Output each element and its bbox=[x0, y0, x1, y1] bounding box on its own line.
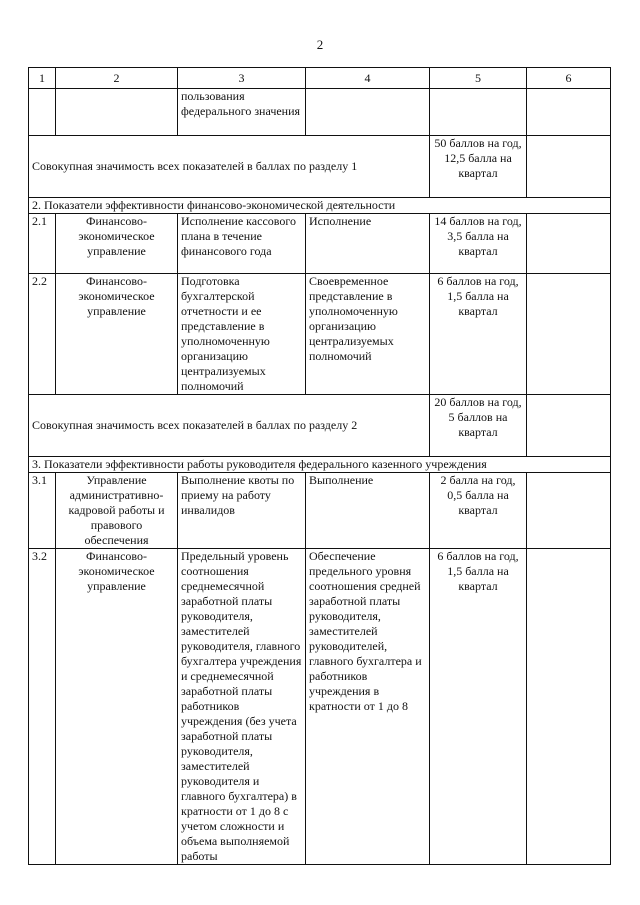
row-number: 3.1 bbox=[29, 473, 56, 549]
table-row bbox=[29, 274, 611, 395]
unit-cell: Финансово-экономическое управление bbox=[56, 549, 178, 865]
indicator-cell: Выполнение квоты по приему на работу инвалидов bbox=[178, 473, 306, 549]
score-cell: 14 баллов на год, 3,5 балла на квартал bbox=[430, 214, 527, 274]
row-number: 3.2 bbox=[29, 549, 56, 865]
indicator-cell: пользования федерального значения bbox=[178, 89, 306, 136]
criterion-cell: Своевременное представление в уполномоченную организацию централизуемых полномочий bbox=[306, 274, 430, 395]
table-row bbox=[29, 214, 611, 274]
table-row bbox=[29, 549, 611, 865]
score-cell: 6 баллов на год, 1,5 балла на квартал bbox=[430, 549, 527, 865]
header-cell: 2 bbox=[56, 68, 178, 89]
section-title: 3. Показатели эффективности работы руководителя федерального казенного учреждения bbox=[29, 457, 611, 473]
score-cell: 6 баллов на год, 1,5 балла на квартал bbox=[430, 274, 527, 395]
criterion-cell: Выполнение bbox=[306, 473, 430, 549]
score-cell: 2 балла на год, 0,5 балла на квартал bbox=[430, 473, 527, 549]
header-cell: 4 bbox=[306, 68, 430, 89]
criterion-cell: Обеспечение предельного уровня соотношения средней заработной платы руководителя, заместителей руководителей, главного бухгалтера и работников учреждения в кратности от 1 до 8 bbox=[306, 549, 430, 865]
section3-title-row bbox=[29, 457, 611, 473]
section1-total-row bbox=[29, 136, 611, 198]
indicator-cell: Подготовка бухгалтерской отчетности и ее представление в уполномоченную организацию централизуемых полномочий bbox=[178, 274, 306, 395]
table-row bbox=[29, 473, 611, 549]
header-cell: 1 bbox=[29, 68, 56, 89]
indicators-table bbox=[28, 67, 611, 865]
row-number: 2.2 bbox=[29, 274, 56, 395]
section2-total-row bbox=[29, 395, 611, 457]
total-score: 20 баллов на год, 5 баллов на квартал bbox=[430, 395, 527, 457]
section-title: 2. Показатели эффективности финансово-экономической деятельности bbox=[29, 198, 611, 214]
unit-cell: Управление административно-кадровой работы и правового обеспечения bbox=[56, 473, 178, 549]
row-number: 2.1 bbox=[29, 214, 56, 274]
criterion-cell: Исполнение bbox=[306, 214, 430, 274]
header-cell: 6 bbox=[527, 68, 611, 89]
indicator-cell: Предельный уровень соотношения среднемесячной заработной платы руководителя, заместителей руководителя, главного бухгалтера учреждения и среднемесячной заработной платы работников учреждения (без учета заработной платы руководителя, заместителей руководителя и главного бухгалтера) в кратности от 1 до 8 с учетом сложности и объема выполняемой работы bbox=[178, 549, 306, 865]
section2-title-row bbox=[29, 198, 611, 214]
header-cell: 5 bbox=[430, 68, 527, 89]
total-label: Совокупная значимость всех показателей в баллах по разделу 1 bbox=[29, 136, 430, 198]
header-row bbox=[29, 68, 611, 89]
total-score: 50 баллов на год, 12,5 балла на квартал bbox=[430, 136, 527, 198]
page-number: 2 bbox=[316, 37, 324, 52]
indicator-cell: Исполнение кассового плана в течение финансового года bbox=[178, 214, 306, 274]
total-label: Совокупная значимость всех показателей в баллах по разделу 2 bbox=[29, 395, 430, 457]
header-cell: 3 bbox=[178, 68, 306, 89]
unit-cell: Финансово-экономическое управление bbox=[56, 214, 178, 274]
continuation-row bbox=[29, 89, 611, 136]
unit-cell: Финансово-экономическое управление bbox=[56, 274, 178, 395]
